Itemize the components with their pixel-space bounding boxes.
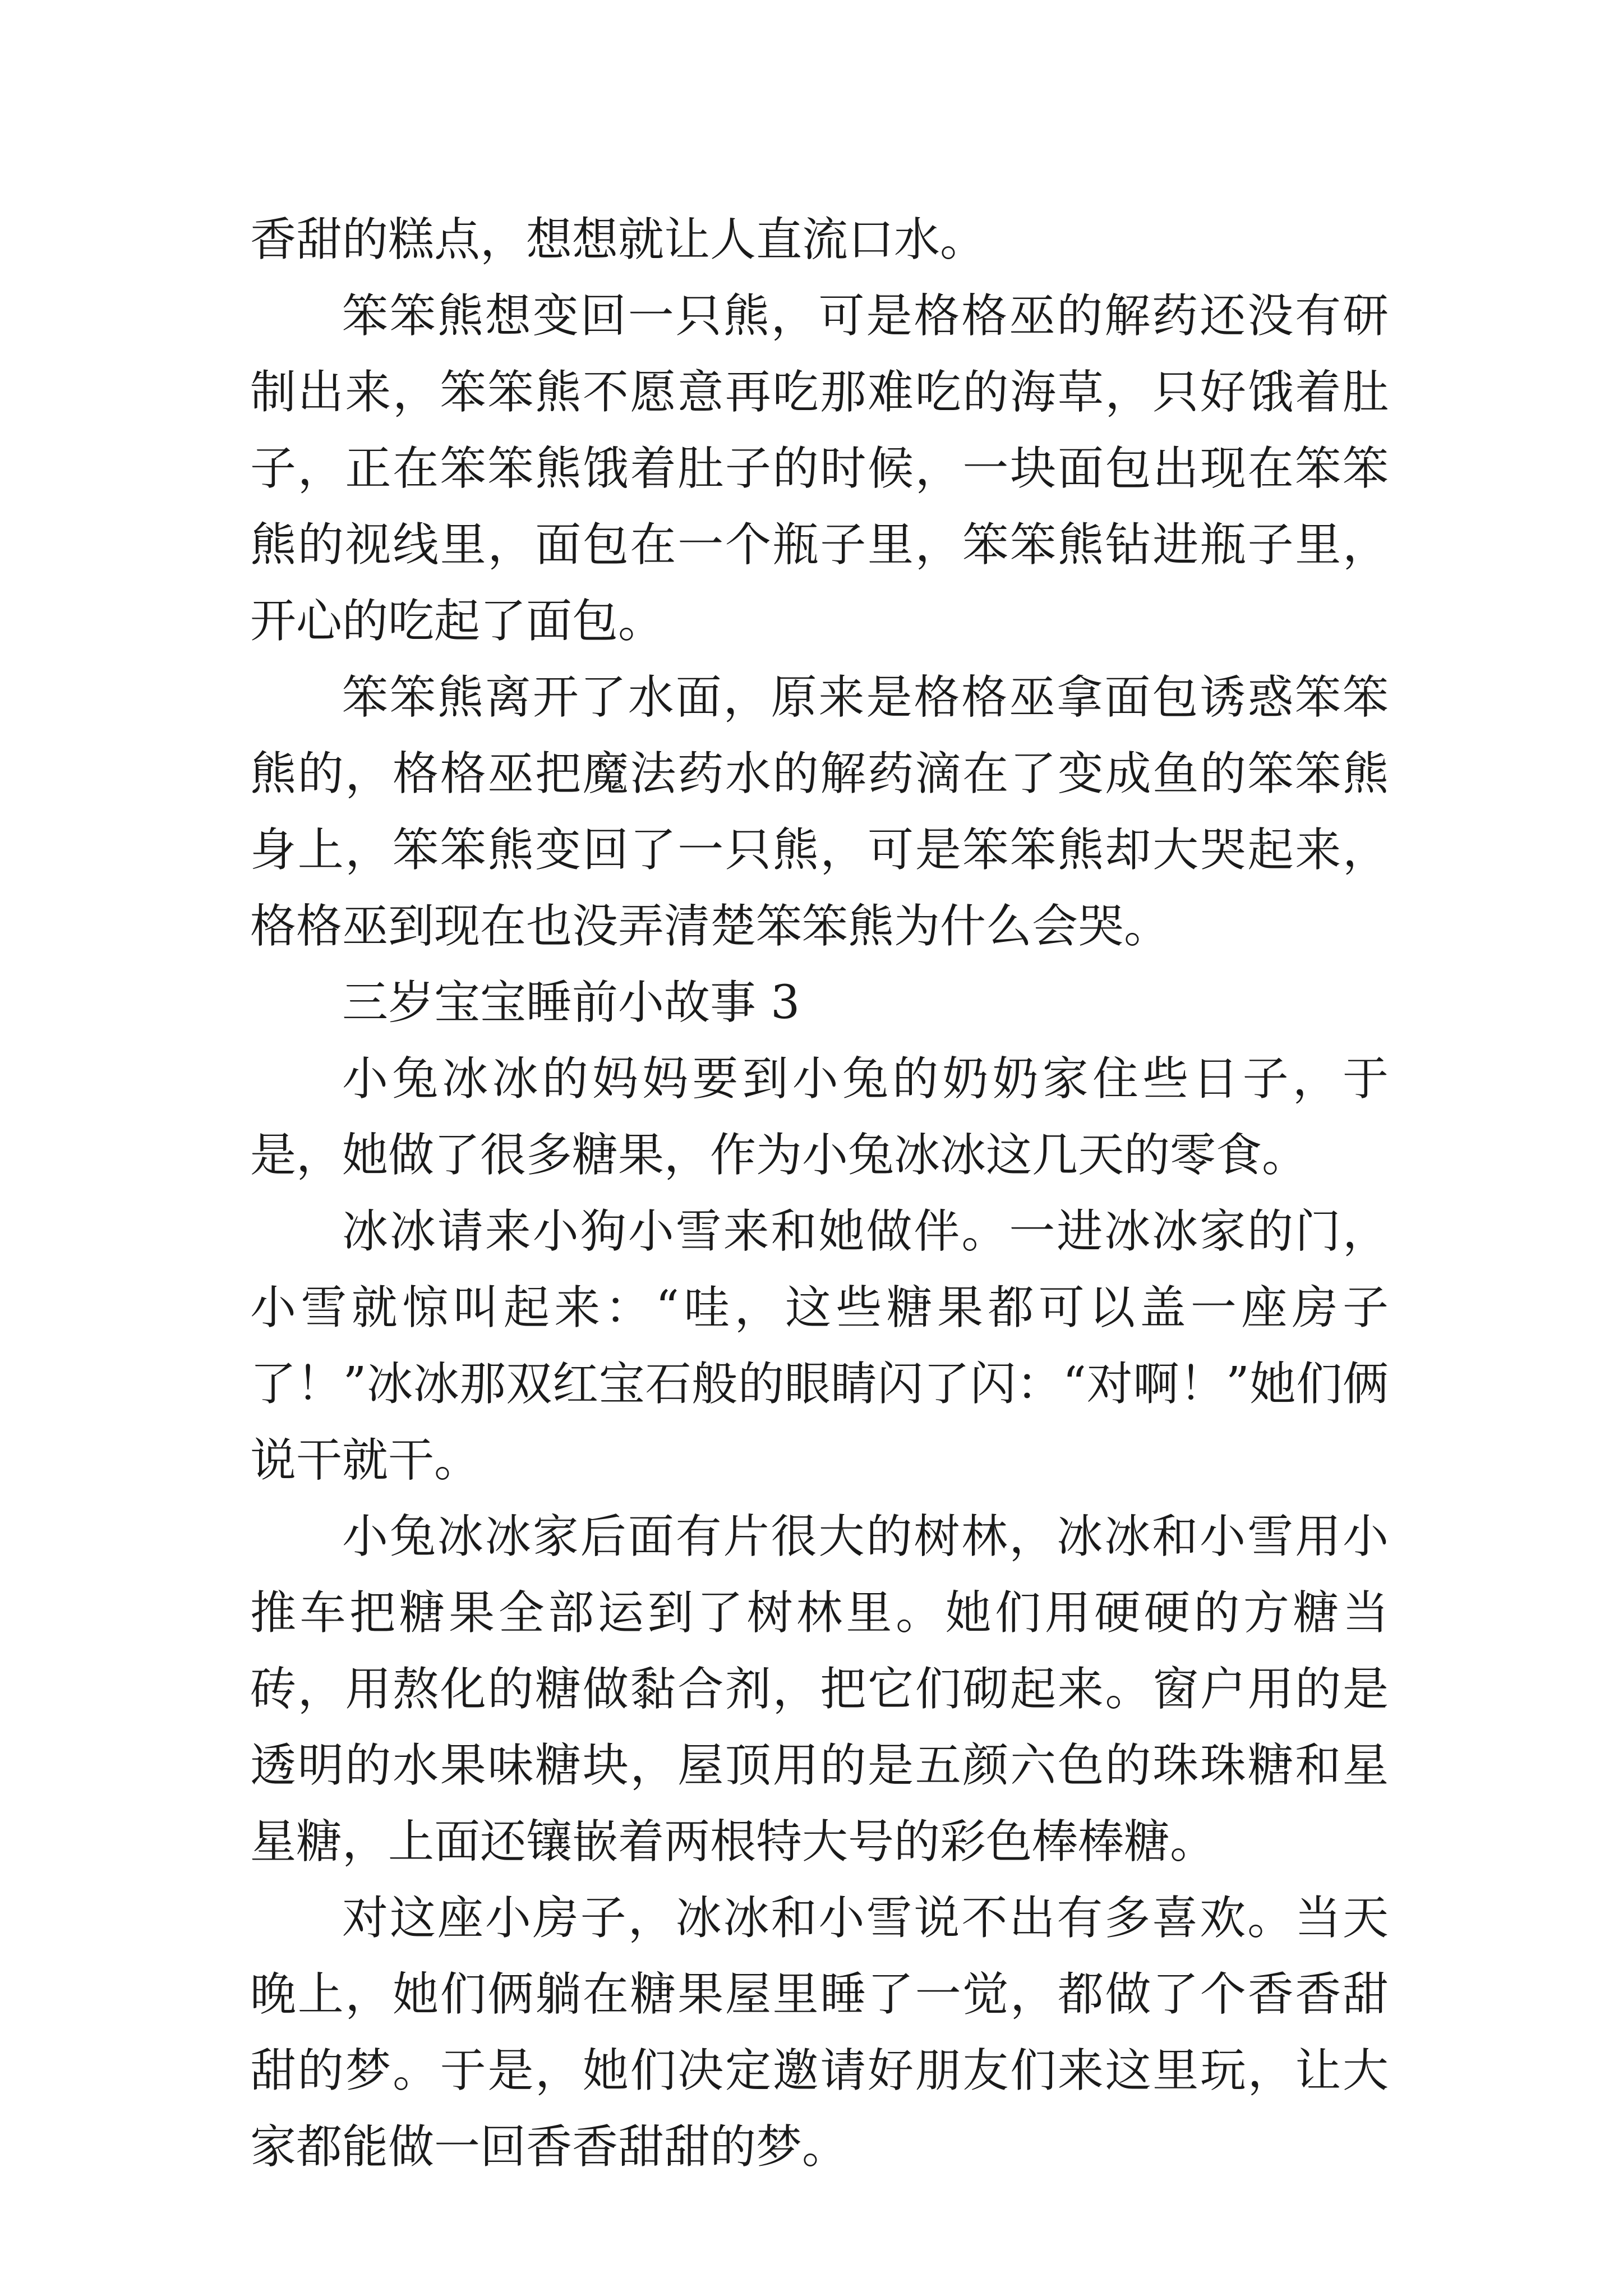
paragraph-candy-house-build: 小兔冰冰家后面有片很大的树林，冰冰和小雪用小推车把糖果全部运到了树林里。她们用硬硬的方糖当砖，用熬化的糖做黏合剂，把它们砌起来。窗户用的是透明的水果味糖块，屋顶用的是五颜六色的珠珠糖和星星糖，上面还镶嵌着两根特大号的彩色棒棒糖。 bbox=[250, 1510, 1389, 1869]
paragraph-bear-wants-change-back: 笨笨熊想变回一只熊，可是格格巫的解药还没有研制出来，笨笨熊不愿意再吃那难吃的海草，只好饿着肚子，正在笨笨熊饿着肚子的时候，一块面包出现在笨笨熊的视线里，面包在一个瓶子里，笨笨熊钻进瓶子里，开心的吃起了面包。 bbox=[250, 289, 1389, 648]
paragraph-rabbit-mother: 小兔冰冰的妈妈要到小兔的奶奶家住些日子，于是，她做了很多糖果，作为小兔冰冰这几天的零食。 bbox=[250, 1052, 1389, 1182]
paragraph-bear-returns: 笨笨熊离开了水面，原来是格格巫拿面包诱惑笨笨熊的，格格巫把魔法药水的解药滴在了变成鱼的笨笨熊身上，笨笨熊变回了一只熊，可是笨笨熊却大哭起来，格格巫到现在也没弄清楚笨笨熊为什么会哭。 bbox=[250, 671, 1389, 953]
document-body bbox=[250, 202, 1389, 2185]
story-heading: 三岁宝宝睡前小故事 3 bbox=[342, 976, 800, 1029]
paragraph-sweet-dreams: 对这座小房子，冰冰和小雪说不出有多喜欢。当天晚上，她们俩躺在糖果屋里睡了一觉，都做了个香香甜甜的梦。于是，她们决定邀请好朋友们来这里玩，让大家都能做一回香香甜甜的梦。 bbox=[250, 1892, 1389, 2174]
paragraph-puppy-visit: 冰冰请来小狗小雪来和她做伴。一进冰冰家的门，小雪就惊叫起来：“哇，这些糖果都可以盖一座房子了！”冰冰那双红宝石般的眼睛闪了闪：“对啊！”她们俩说干就干。 bbox=[250, 1205, 1389, 1487]
paragraph-intro-continuation: 香甜的糕点，想想就让人直流口水。 bbox=[250, 213, 986, 266]
